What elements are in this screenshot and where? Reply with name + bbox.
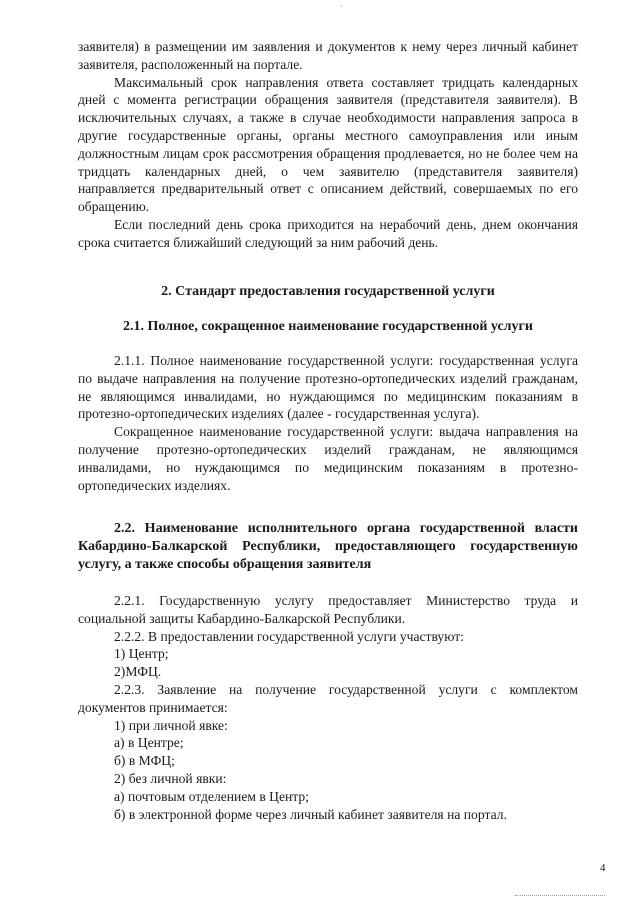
page-number: 4	[600, 862, 606, 874]
paragraph-2-2-3: 2.2.3. Заявление на получение государственной услуги с комплектом документов принимается:	[78, 681, 578, 715]
paragraph-2-2-1: 2.2.1. Государственную услугу предоставляет Министерство труда и социальной защиты Кабардино-Балкарской Республики.	[78, 593, 578, 626]
paragraph-2-2-2: 2.2.2. В предоставлении государственной услуги участвуют:	[114, 628, 464, 644]
paragraph-non-working-day: Если последний день срока приходится на нерабочий день, днем окончания срока считается ближайший следующий за ним рабочий день.	[78, 216, 578, 250]
scan-mark: ·	[340, 2, 343, 11]
subsection-2-1-title: 2.1. Полное, сокращенное наименование государственной услуги	[123, 319, 533, 334]
list-item: б) в электронной форме через личный кабинет заявителя на портал.	[114, 806, 507, 822]
paragraph-continuation: заявителя) в размещении им заявления и документов к нему через личный кабинет заявителя, расположенный на портале.	[78, 39, 578, 72]
paragraph-2-1-1: 2.1.1. Полное наименование государственной услуги: государственная услуга по выдаче направления на получение протезно-ортопедических изделий гражданам, не являющимся инвалидами, но нуждающимся по медицинским показаниям в протезно-ортопедических изделиях (далее - государственная услуга).	[78, 353, 578, 422]
paragraph-response-deadline: Максимальный срок направления ответа составляет тридцать календарных дней с момента регистрации обращения заявителя (представителя заявителя). В исключительных случаях, а также в случае необходимости направления запроса в другие государственные органы, органы местного самоуправления или иным должностным лицам срок рассмотрения обращения продлевается, но не более чем на тридцать календарных дней, о чем заявителю (представителя заявителя) направляется предварительный ответ с описанием действий, совершаемых по его обращению.	[78, 74, 578, 215]
paragraph-short-name: Сокращенное наименование государственной услуги: выдача направления на получение протезно-ортопедических изделий гражданам, не являющимся инвалидами, но нуждающимся по медицинским показаниям в протезно-ортопедических изделиях.	[78, 424, 578, 493]
list-item: а) почтовым отделением в Центр;	[114, 788, 309, 804]
list-item: а) в Центре;	[114, 735, 184, 751]
section-title: 2. Стандарт предоставления государственной услуги	[161, 284, 495, 299]
text-block-2-1	[78, 352, 578, 494]
list-item: 2) без личной явки:	[114, 770, 227, 786]
list-item: 2)МФЦ.	[114, 664, 162, 680]
list-item: б) в МФЦ;	[114, 753, 175, 769]
text-block-top	[78, 38, 578, 252]
list-item: 1) Центр;	[114, 646, 169, 662]
scan-artifact-line	[515, 895, 605, 897]
subsection-2-2-title: 2.2. Наименование исполнительного органа государственной власти Кабардино-Балкарской Республики, предоставляющего государственную услугу, а также способы обращения заявителя	[78, 521, 578, 572]
list-item: 1) при личной явке:	[114, 717, 228, 733]
text-block-2-2	[78, 592, 578, 823]
